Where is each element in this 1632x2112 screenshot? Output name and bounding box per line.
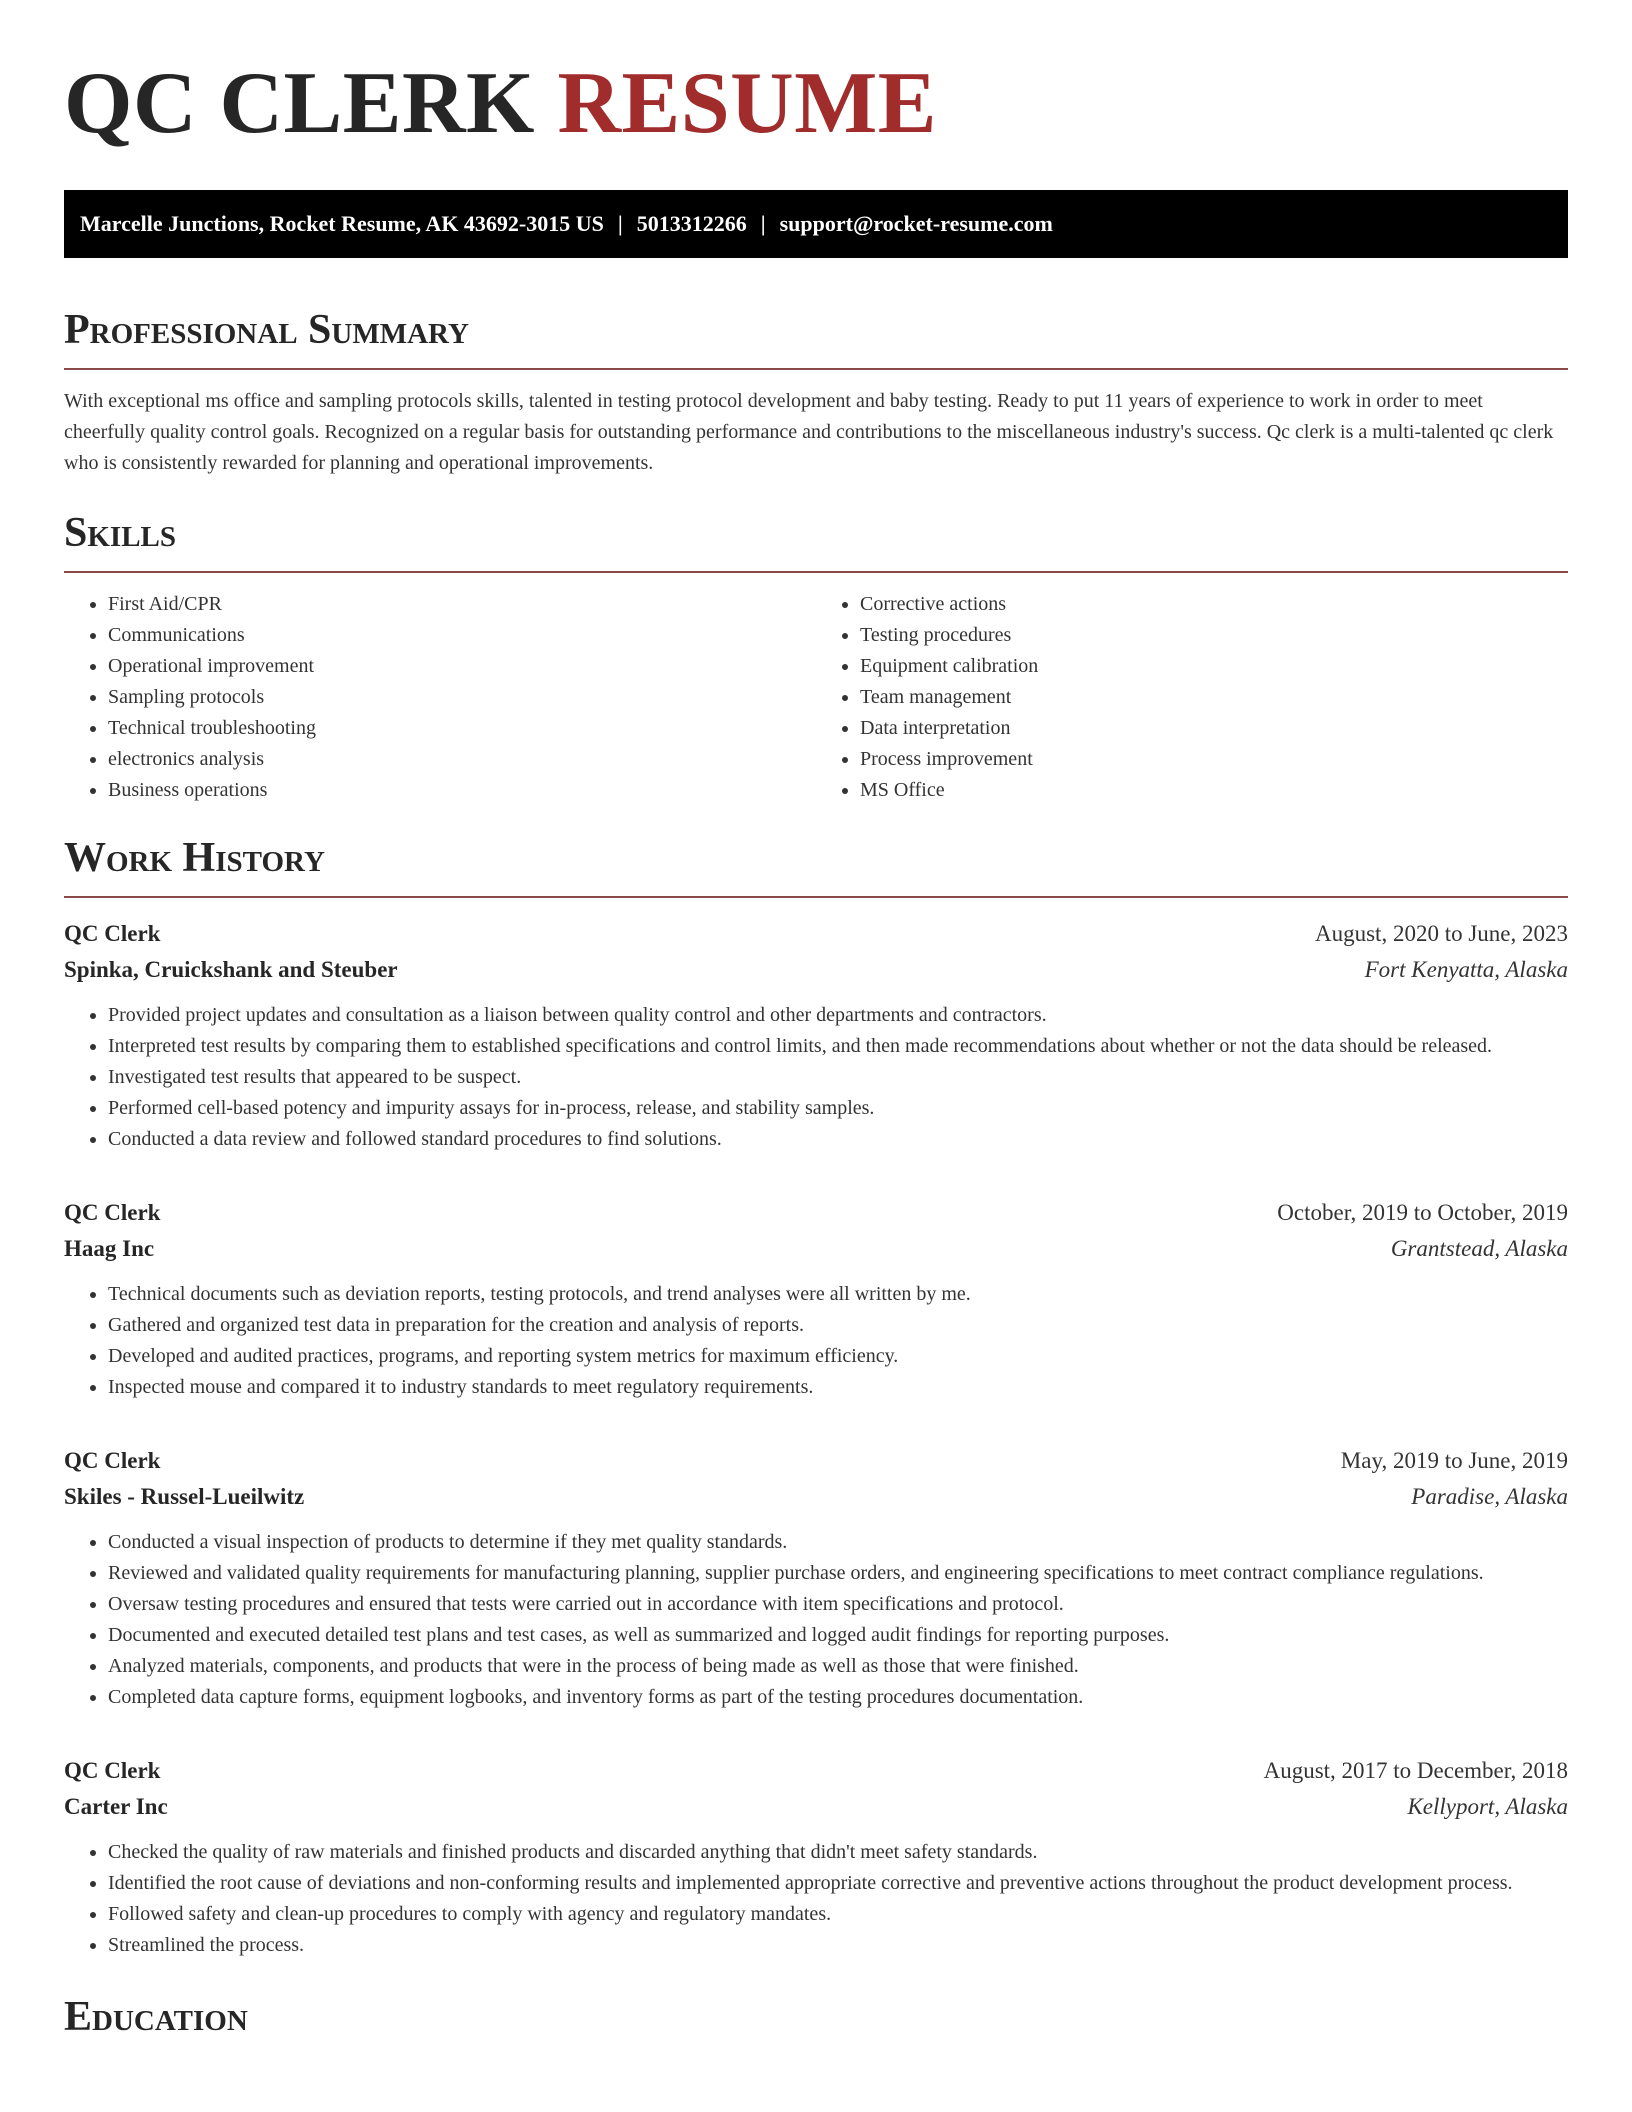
job-title: QC Clerk	[64, 1200, 161, 1225]
job-company: Carter Inc	[64, 1794, 168, 1819]
job-title-row	[64, 1443, 1568, 1479]
skill-item: • First Aid/CPR	[108, 589, 816, 620]
skill-item: • Technical troubleshooting	[108, 713, 816, 744]
skills-right-column	[816, 589, 1568, 806]
resume-title	[64, 48, 1568, 160]
job-bullet: • Conducted a visual inspection of products to determine if they met quality standards.	[108, 1527, 1568, 1558]
job-bullet: • Gathered and organized test data in preparation for the creation and analysis of reports.	[108, 1310, 1568, 1341]
job-bullet: • Oversaw testing procedures and ensured that tests were carried out in accordance with item specifications and protocol.	[108, 1589, 1568, 1620]
job-bullets	[64, 1279, 1568, 1403]
contact-phone: 5013312266	[636, 211, 747, 236]
skill-item: • Process improvement	[860, 744, 1568, 775]
job-dates: August, 2017 to December, 2018	[1263, 1758, 1568, 1783]
job-bullets	[64, 1837, 1568, 1961]
education-heading: Education	[64, 1994, 248, 2040]
skill-item: • Communications	[108, 620, 816, 651]
job-bullet: • Reviewed and validated quality requirements for manufacturing planning, supplier purchase orders, and engineering specifications to meet contract compliance regulations.	[108, 1558, 1568, 1589]
skills-section	[64, 505, 1568, 806]
job-entry	[64, 916, 1568, 1155]
job-bullet: • Followed safety and clean-up procedures to comply with agency and regulatory mandates.	[108, 1899, 1568, 1930]
job-bullet: • Identified the root cause of deviations and non-conforming results and implemented appropriate corrective and preventive actions throughout the product development process.	[108, 1868, 1568, 1899]
job-bullet: • Conducted a data review and followed standard procedures to find solutions.	[108, 1124, 1568, 1155]
job-title: QC Clerk	[64, 1758, 161, 1783]
job-bullet: • Technical documents such as deviation reports, testing protocols, and trend analyses were all written by me.	[108, 1279, 1568, 1310]
job-bullet: • Checked the quality of raw materials and finished products and discarded anything that didn't meet safety standards.	[108, 1837, 1568, 1868]
title-accent: RESUME	[557, 55, 937, 152]
job-bullet: • Completed data capture forms, equipment logbooks, and inventory forms as part of the testing procedures documentation.	[108, 1682, 1568, 1713]
contact-bar	[64, 190, 1568, 258]
job-bullet: • Performed cell-based potency and impurity assays for in-process, release, and stability samples.	[108, 1093, 1568, 1124]
job-company-row	[64, 1789, 1568, 1825]
job-bullet: • Analyzed materials, components, and products that were in the process of being made as well as those that were finished.	[108, 1651, 1568, 1682]
job-company-row	[64, 1231, 1568, 1267]
job-company: Skiles - Russel-Lueilwitz	[64, 1484, 305, 1509]
work-history-section	[64, 830, 1568, 1961]
job-dates: May, 2019 to June, 2019	[1340, 1448, 1568, 1473]
job-bullets	[64, 1527, 1568, 1713]
skill-item: • Team management	[860, 682, 1568, 713]
job-company-row	[64, 952, 1568, 988]
skills-grid	[64, 589, 1568, 806]
job-entry	[64, 1195, 1568, 1403]
skill-item: • electronics analysis	[108, 744, 816, 775]
skill-item: • Operational improvement	[108, 651, 816, 682]
job-bullet: • Inspected mouse and compared it to industry standards to meet regulatory requirements.	[108, 1372, 1568, 1403]
job-location: Grantstead, Alaska	[1390, 1236, 1568, 1261]
skills-heading: Skills	[64, 505, 1568, 573]
contact-address: Marcelle Junctions, Rocket Resume, AK 43692-3015 US	[80, 211, 604, 236]
job-title-row	[64, 916, 1568, 952]
job-dates: August, 2020 to June, 2023	[1315, 921, 1568, 946]
skills-left-column	[64, 589, 816, 806]
skill-item: • Testing procedures	[860, 620, 1568, 651]
job-company-row	[64, 1479, 1568, 1515]
job-bullet: • Documented and executed detailed test plans and test cases, as well as summarized and logged audit findings for reporting purposes.	[108, 1620, 1568, 1651]
job-bullets	[64, 1000, 1568, 1155]
title-main: QC CLERK	[64, 55, 535, 152]
job-entry	[64, 1443, 1568, 1713]
job-company: Haag Inc	[64, 1236, 155, 1261]
job-bullet: • Provided project updates and consultation as a liaison between quality control and other departments and contractors.	[108, 1000, 1568, 1031]
job-location: Paradise, Alaska	[1411, 1484, 1568, 1509]
contact-separator: |	[760, 211, 766, 236]
job-title-row	[64, 1195, 1568, 1231]
summary-section	[64, 302, 1568, 479]
job-bullet: • Interpreted test results by comparing them to established specifications and control limits, and then made recommendations about whether or not the data should be released.	[108, 1031, 1568, 1062]
job-location: Kellyport, Alaska	[1407, 1794, 1568, 1819]
skill-item: • Sampling protocols	[108, 682, 816, 713]
skill-item: • Data interpretation	[860, 713, 1568, 744]
skill-item: • Business operations	[108, 775, 816, 806]
skill-item: • Corrective actions	[860, 589, 1568, 620]
job-company: Spinka, Cruickshank and Steuber	[64, 957, 398, 982]
job-entry	[64, 1753, 1568, 1961]
job-title-row	[64, 1753, 1568, 1789]
job-title: QC Clerk	[64, 1448, 161, 1473]
job-bullet: • Streamlined the process.	[108, 1930, 1568, 1961]
job-location: Fort Kenyatta, Alaska	[1364, 957, 1568, 982]
job-title: QC Clerk	[64, 921, 161, 946]
contact-separator: |	[617, 211, 623, 236]
job-bullet: • Investigated test results that appeared to be suspect.	[108, 1062, 1568, 1093]
skill-item: • Equipment calibration	[860, 651, 1568, 682]
summary-text: With exceptional ms office and sampling protocols skills, talented in testing protocol development and baby testing. Ready to put 11 years of experience to work in order to meet cheerfully quality control goals. Recognized on a regular basis for outstanding performance and contributions to the miscellaneous industry's success. Qc clerk is a multi-talented qc clerk who is consistently rewarded for planning and operational improvements.	[64, 390, 1554, 474]
contact-email[interactable]: support@rocket-resume.com	[779, 211, 1053, 236]
work-history-heading: Work History	[64, 830, 1568, 898]
summary-heading: Professional Summary	[64, 302, 1568, 370]
job-bullet: • Developed and audited practices, programs, and reporting system metrics for maximum efficiency.	[108, 1341, 1568, 1372]
job-dates: October, 2019 to October, 2019	[1277, 1200, 1568, 1225]
education-section	[64, 1989, 1568, 2055]
skill-item: • MS Office	[860, 775, 1568, 806]
